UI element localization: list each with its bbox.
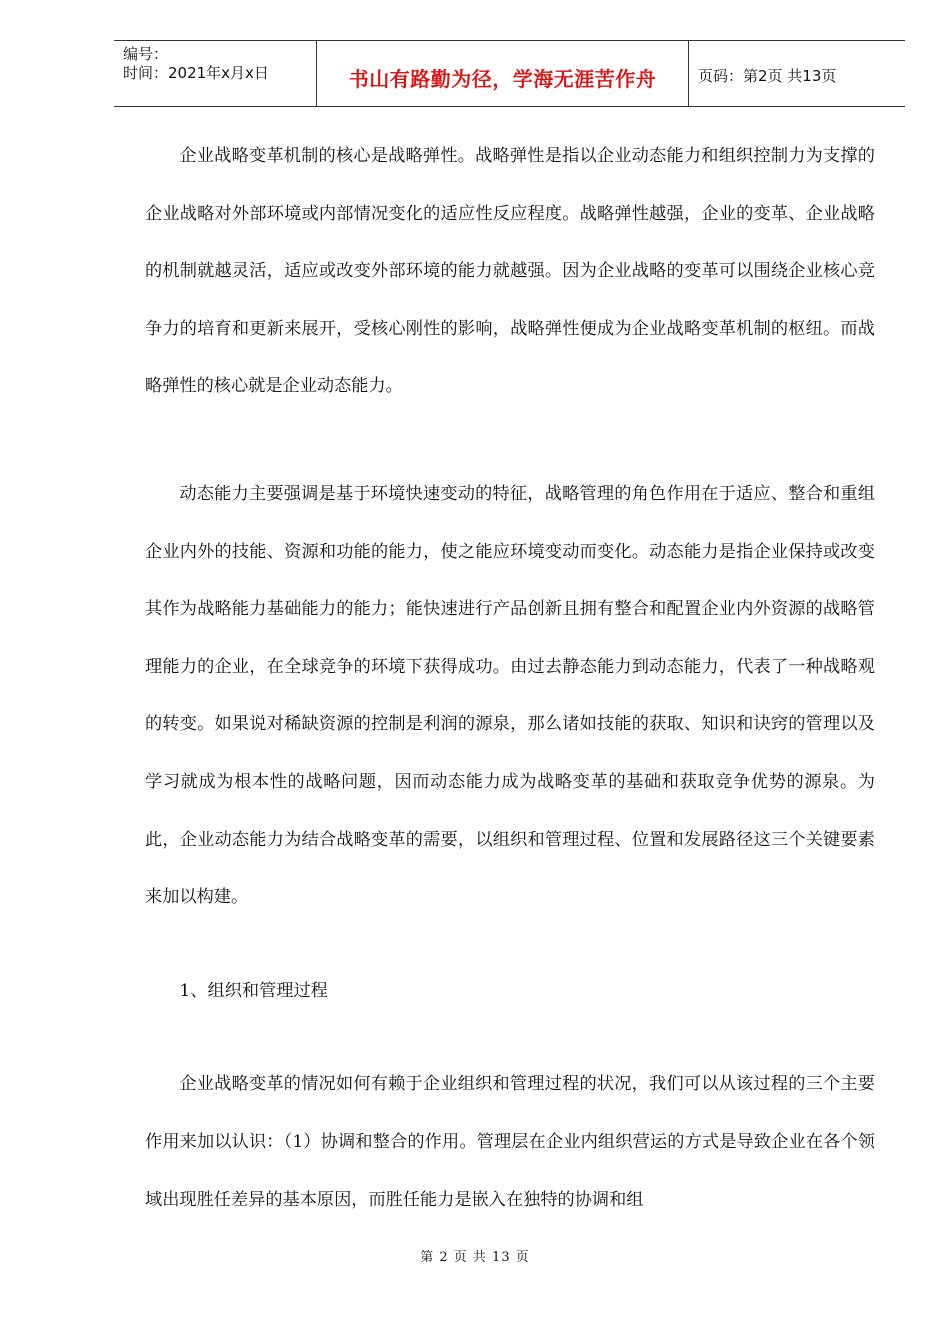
time-label: 时间：2021年x月x日 xyxy=(123,64,269,82)
page-header xyxy=(114,40,905,107)
header-motto: 书山有路勤为径，学海无涯苦作舟 xyxy=(348,67,657,91)
paragraph: 动态能力主要强调是基于环境快速变动的特征，战略管理的角色作用在于适应、整合和重组企业内外的技能、资源和功能的能力，使之能应环境变动而变化。动态能力是指企业保持或改变其作为战略能力基础能力的能力；能快速进行产品创新且拥有整合和配置企业内外资源的战略管理能力的企业，在全球竞争的环境下获得成功。由过去静态能力到动态能力，代表了一种战略观的转变。如果说对稀缺资源的控制是利润的源泉，那么诸如技能的获取、知识和诀窍的管理以及学习就成为根本性的战略问题，因而动态能力成为战略变革的基础和获取竞争优势的源泉。为此，企业动态能力为结合战略变革的需要，以组织和管理过程、位置和发展路径这三个关键要素来加以构建。 xyxy=(145,483,875,908)
header-meta xyxy=(123,45,269,83)
section-heading: 1、组织和管理过程 xyxy=(179,980,328,1001)
page-footer: 第 2 页 共 13 页 xyxy=(420,1250,530,1265)
document-body xyxy=(145,128,875,1229)
paragraph: 企业战略变革的情况如何有赖于企业组织和管理过程的状况，我们可以从该过程的三个主要作用来加以认识：（1）协调和整合的作用。管理层在企业内组织营运的方式是导致企业在各个领域出现胜任差异的基本原因，而胜任能力是嵌入在独特的协调和组 xyxy=(145,1074,875,1210)
paragraph: 企业战略变革机制的核心是战略弹性。战略弹性是指以企业动态能力和组织控制力为支撑的企业战略对外部环境或内部情况变化的适应性反应程度。战略弹性越强，企业的变革、企业战略的机制就越灵活，适应或改变外部环境的能力就越强。因为企业战略的变革可以围绕企业核心竞争力的培育和更新来展开，受核心刚性的影响，战略弹性便成为企业战略变革机制的枢纽。而战略弹性的核心就是企业动态能力。 xyxy=(145,146,875,397)
serial-label: 编号： xyxy=(123,45,169,63)
header-page-info: 页码：第2页 共13页 xyxy=(698,67,837,85)
header-divider xyxy=(688,41,689,106)
